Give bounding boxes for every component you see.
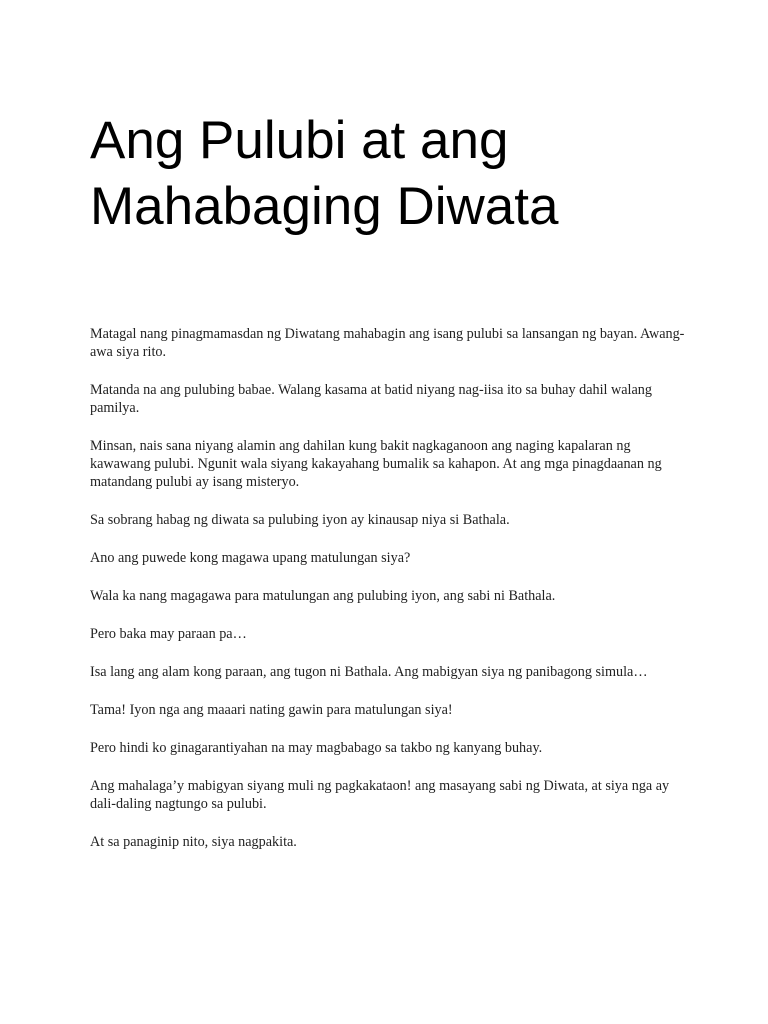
paragraph-6: Wala ka nang magagawa para matulungan ang pulubing iyon, ang sabi ni Bathala.	[90, 588, 556, 604]
paragraph-11: Ang mahalaga’y mabigyan siyang muli ng pagkakataon! ang masayang sabi ng Diwata, at siya nga ay dali-daling nagtungo sa pulubi.	[90, 778, 670, 812]
paragraph-10: Pero hindi ko ginagarantiyahan na may magbabago sa takbo ng kanyang buhay.	[90, 740, 543, 756]
paragraph-5: Ano ang puwede kong magawa upang matulungan siya?	[90, 550, 411, 566]
paragraph-2: Matanda na ang pulubing babae. Walang kasama at batid niyang nag-iisa ito sa buhay dahil walang pamilya.	[90, 382, 652, 416]
paragraph-4: Sa sobrang habag ng diwata sa pulubing iyon ay kinausap niya si Bathala.	[90, 512, 510, 528]
title-line-1: Ang Pulubi at ang	[90, 111, 509, 170]
paragraph-3: Minsan, nais sana niyang alamin ang dahilan kung bakit nagkaganoon ang naging kapalaran ng kawawang pulubi. Ngunit wala siyang kakayahang bumalik sa kahapon. At ang mga pinagdaanan ng matandang pulubi ay isang misteryo.	[90, 438, 662, 490]
document-title	[90, 0, 690, 240]
paragraph-12: At sa panaginip nito, siya nagpakita.	[90, 834, 297, 850]
document-page	[90, 0, 690, 871]
paragraph-9: Tama! Iyon nga ang maaari nating gawin para matulungan siya!	[90, 702, 453, 718]
paragraph-1: Matagal nang pinagmamasdan ng Diwatang mahabagin ang isang pulubi sa lansangan ng bayan. Awang-awa siya rito.	[90, 326, 685, 360]
paragraph-8: Isa lang ang alam kong paraan, ang tugon ni Bathala. Ang mabigyan siya ng panibagong simula…	[90, 664, 648, 680]
document-body	[90, 325, 690, 851]
paragraph-7: Pero baka may paraan pa…	[90, 626, 247, 642]
title-line-2: Mahabaging Diwata	[90, 177, 559, 236]
